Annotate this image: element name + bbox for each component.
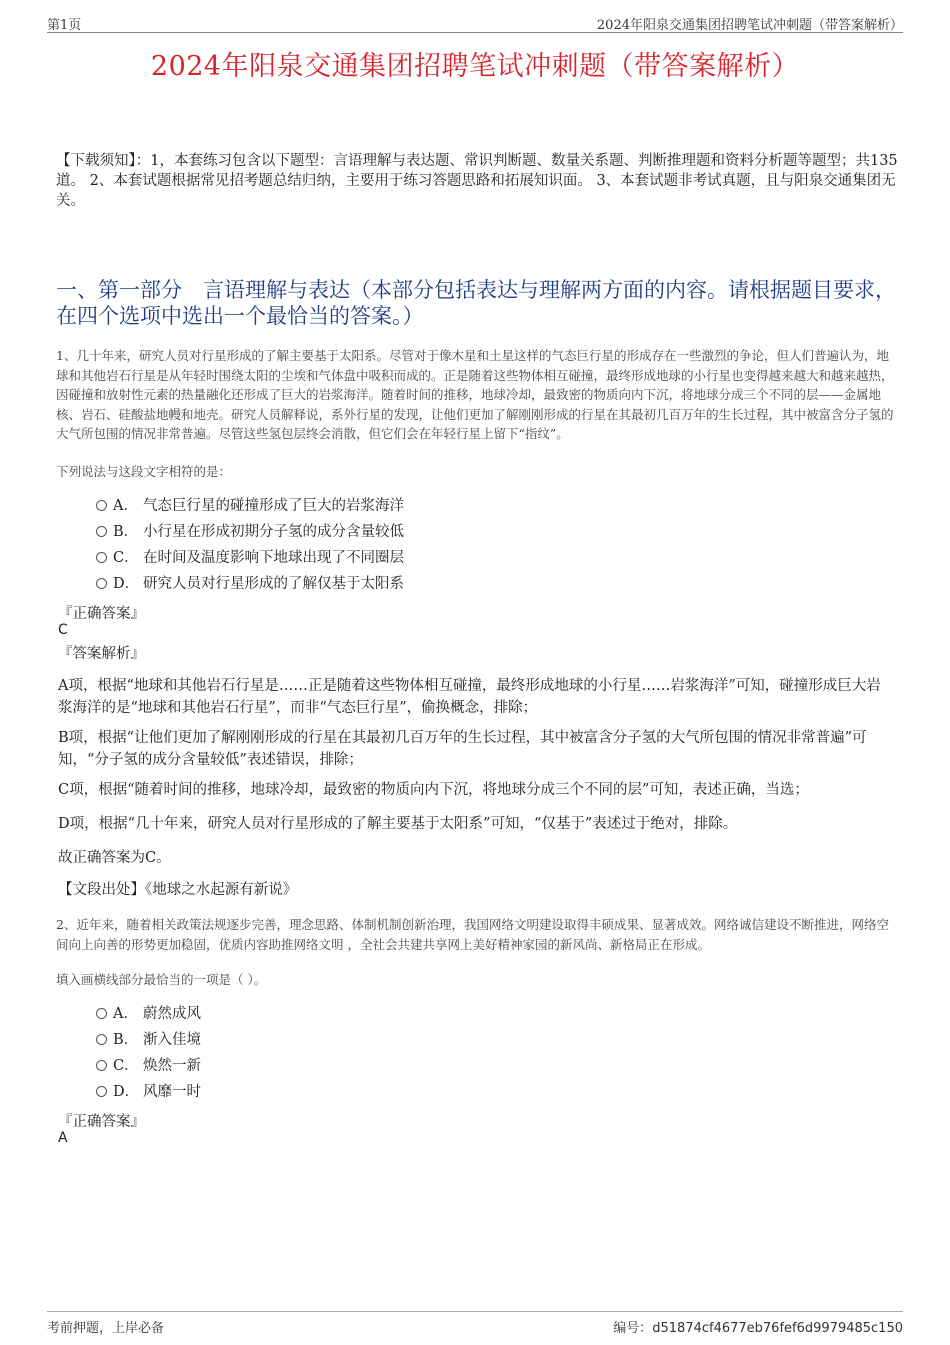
question-2-prompt: 填入画横线部分最恰当的一项是（ ）。 <box>56 972 267 987</box>
document-title: 2024年阳泉交通集团招聘笔试冲刺题（带答案解析） <box>150 51 800 82</box>
q1-conclusion: 故正确答案为C。 <box>58 850 171 866</box>
q2-answer-tag: 『正确答案』 <box>58 1114 145 1130</box>
page-number: 第1页 <box>47 18 82 33</box>
section-heading: 一、第一部分 言语理解与表达（本部分包括表达与理解两方面的内容。请根据题目要求，在四个选项中选出一个最恰当的答案。） <box>56 278 896 328</box>
page-header <box>47 14 903 33</box>
q1-option-c[interactable]: C． 在时间及温度影响下地球出现了不同圈层 <box>96 548 404 568</box>
radio-icon[interactable] <box>96 1008 107 1019</box>
q1-option-a[interactable]: A． 气态巨行星的碰撞形成了巨大的岩浆海洋 <box>96 496 404 516</box>
q2-option-b[interactable]: B． 渐入佳境 <box>96 1030 201 1050</box>
radio-icon[interactable] <box>96 500 107 511</box>
question-1-prompt: 下列说法与这段文字相符的是： <box>56 464 232 479</box>
q1-option-b[interactable]: B． 小行星在形成初期分子氢的成分含量较低 <box>96 522 404 542</box>
radio-icon[interactable] <box>96 1060 107 1071</box>
q2-option-d[interactable]: D． 风靡一时 <box>96 1082 201 1102</box>
q1-analysis-d: D项，根据“几十年来，研究人员对行星形成的了解主要基于太阳系”可知，“仅基于”表述过于绝对，排除。 <box>58 816 738 832</box>
download-notice: 【下载须知】：1，本套练习包含以下题型：言语理解与表达题、常识判断题、数量关系题、判断推理题和资料分析题等题型；共135道。 2、本套试题根据常见招考题总结归纳，主要用于练习答题思路和拓展知识面。 3、本套试题非考试真题，且与阳泉交通集团无关。 <box>56 153 898 209</box>
question-2-text: 2、近年来，随着相关政策法规逐步完善，理念思路、体制机制创新治理，我国网络文明建设取得丰硕成果、显著成效。网络诚信建设不断推进，网络空间向上向善的形势更加稳固，优质内容助推网络文明 ，全社会共建共享网上美好精神家园的新风尚、新格局正在形成。 <box>56 917 889 952</box>
header-doc-title: 2024年阳泉交通集团招聘笔试冲刺题（带答案解析） <box>596 18 903 33</box>
q1-answer: C <box>58 622 68 638</box>
radio-icon[interactable] <box>96 578 107 589</box>
radio-icon[interactable] <box>96 552 107 563</box>
q1-option-d[interactable]: D． 研究人员对行星形成的了解仅基于太阳系 <box>96 574 404 594</box>
radio-icon[interactable] <box>96 1034 107 1045</box>
radio-icon[interactable] <box>96 1086 107 1097</box>
q1-analysis-a: A项，根据“地球和其他岩石行星是……正是随着这些物体相互碰撞，最终形成地球的小行星……岩浆海洋”可知，碰撞形成巨大岩浆海洋的是“地球和其他岩石行星”，而非“气态巨行星”，偷换概念，排除； <box>58 678 881 716</box>
q1-answer-tag: 『正确答案』 <box>58 606 145 622</box>
q2-option-c[interactable]: C． 焕然一新 <box>96 1056 201 1076</box>
footer-slogan: 考前押题，上岸必备 <box>47 1321 165 1336</box>
page-footer <box>47 1311 903 1334</box>
q1-analysis-c: C项，根据“随着时间的推移，地球冷却，最致密的物质向内下沉，将地球分成三个不同的层”可知，表述正确，当选； <box>58 782 809 798</box>
radio-icon[interactable] <box>96 526 107 537</box>
q1-analysis-tag: 『答案解析』 <box>58 646 145 662</box>
question-1-text: 1、几十年来，研究人员对行星形成的了解主要基于太阳系。尽管对于像木星和土星这样的气态巨行星的形成存在一些激烈的争论，但人们普遍认为，地球和其他岩石行星是从年轻时围绕太阳的尘埃和气体盘中吸积而成的。正是随着这些物体相互碰撞，最终形成地球的小行星也变得越来越大和越来越热，因碰撞和放射性元素的热量融化还形成了巨大的岩浆海洋。随着时间的推移，地球冷却，最致密的物质向内下沉，将地球分成三个不同的层——金属地核、岩石、硅酸盐地幔和地壳。研究人员解释说，系外行星的发现，让他们更加了解刚刚形成的行星在其最初几百万年的生长过程，其中被富含分子氢的大气所包围的情况非常普遍。尽管这些氢包层终会消散，但它们会在年轻行星上留下“指纹”。 <box>56 348 894 441</box>
q1-source: 【文段出处】《地球之水起源有新说》 <box>58 882 298 898</box>
q2-answer: A <box>58 1130 68 1146</box>
footer-code: 编号：d51874cf4677eb76fef6d9979485c150 <box>613 1321 903 1336</box>
q1-analysis-b: B项，根据“让他们更加了解刚刚形成的行星在其最初几百万年的生长过程，其中被富含分子氢的大气所包围的情况非常普遍”可知，“分子氢的成分含量较低”表述错误，排除； <box>58 730 867 768</box>
q2-option-a[interactable]: A． 蔚然成风 <box>96 1004 201 1024</box>
